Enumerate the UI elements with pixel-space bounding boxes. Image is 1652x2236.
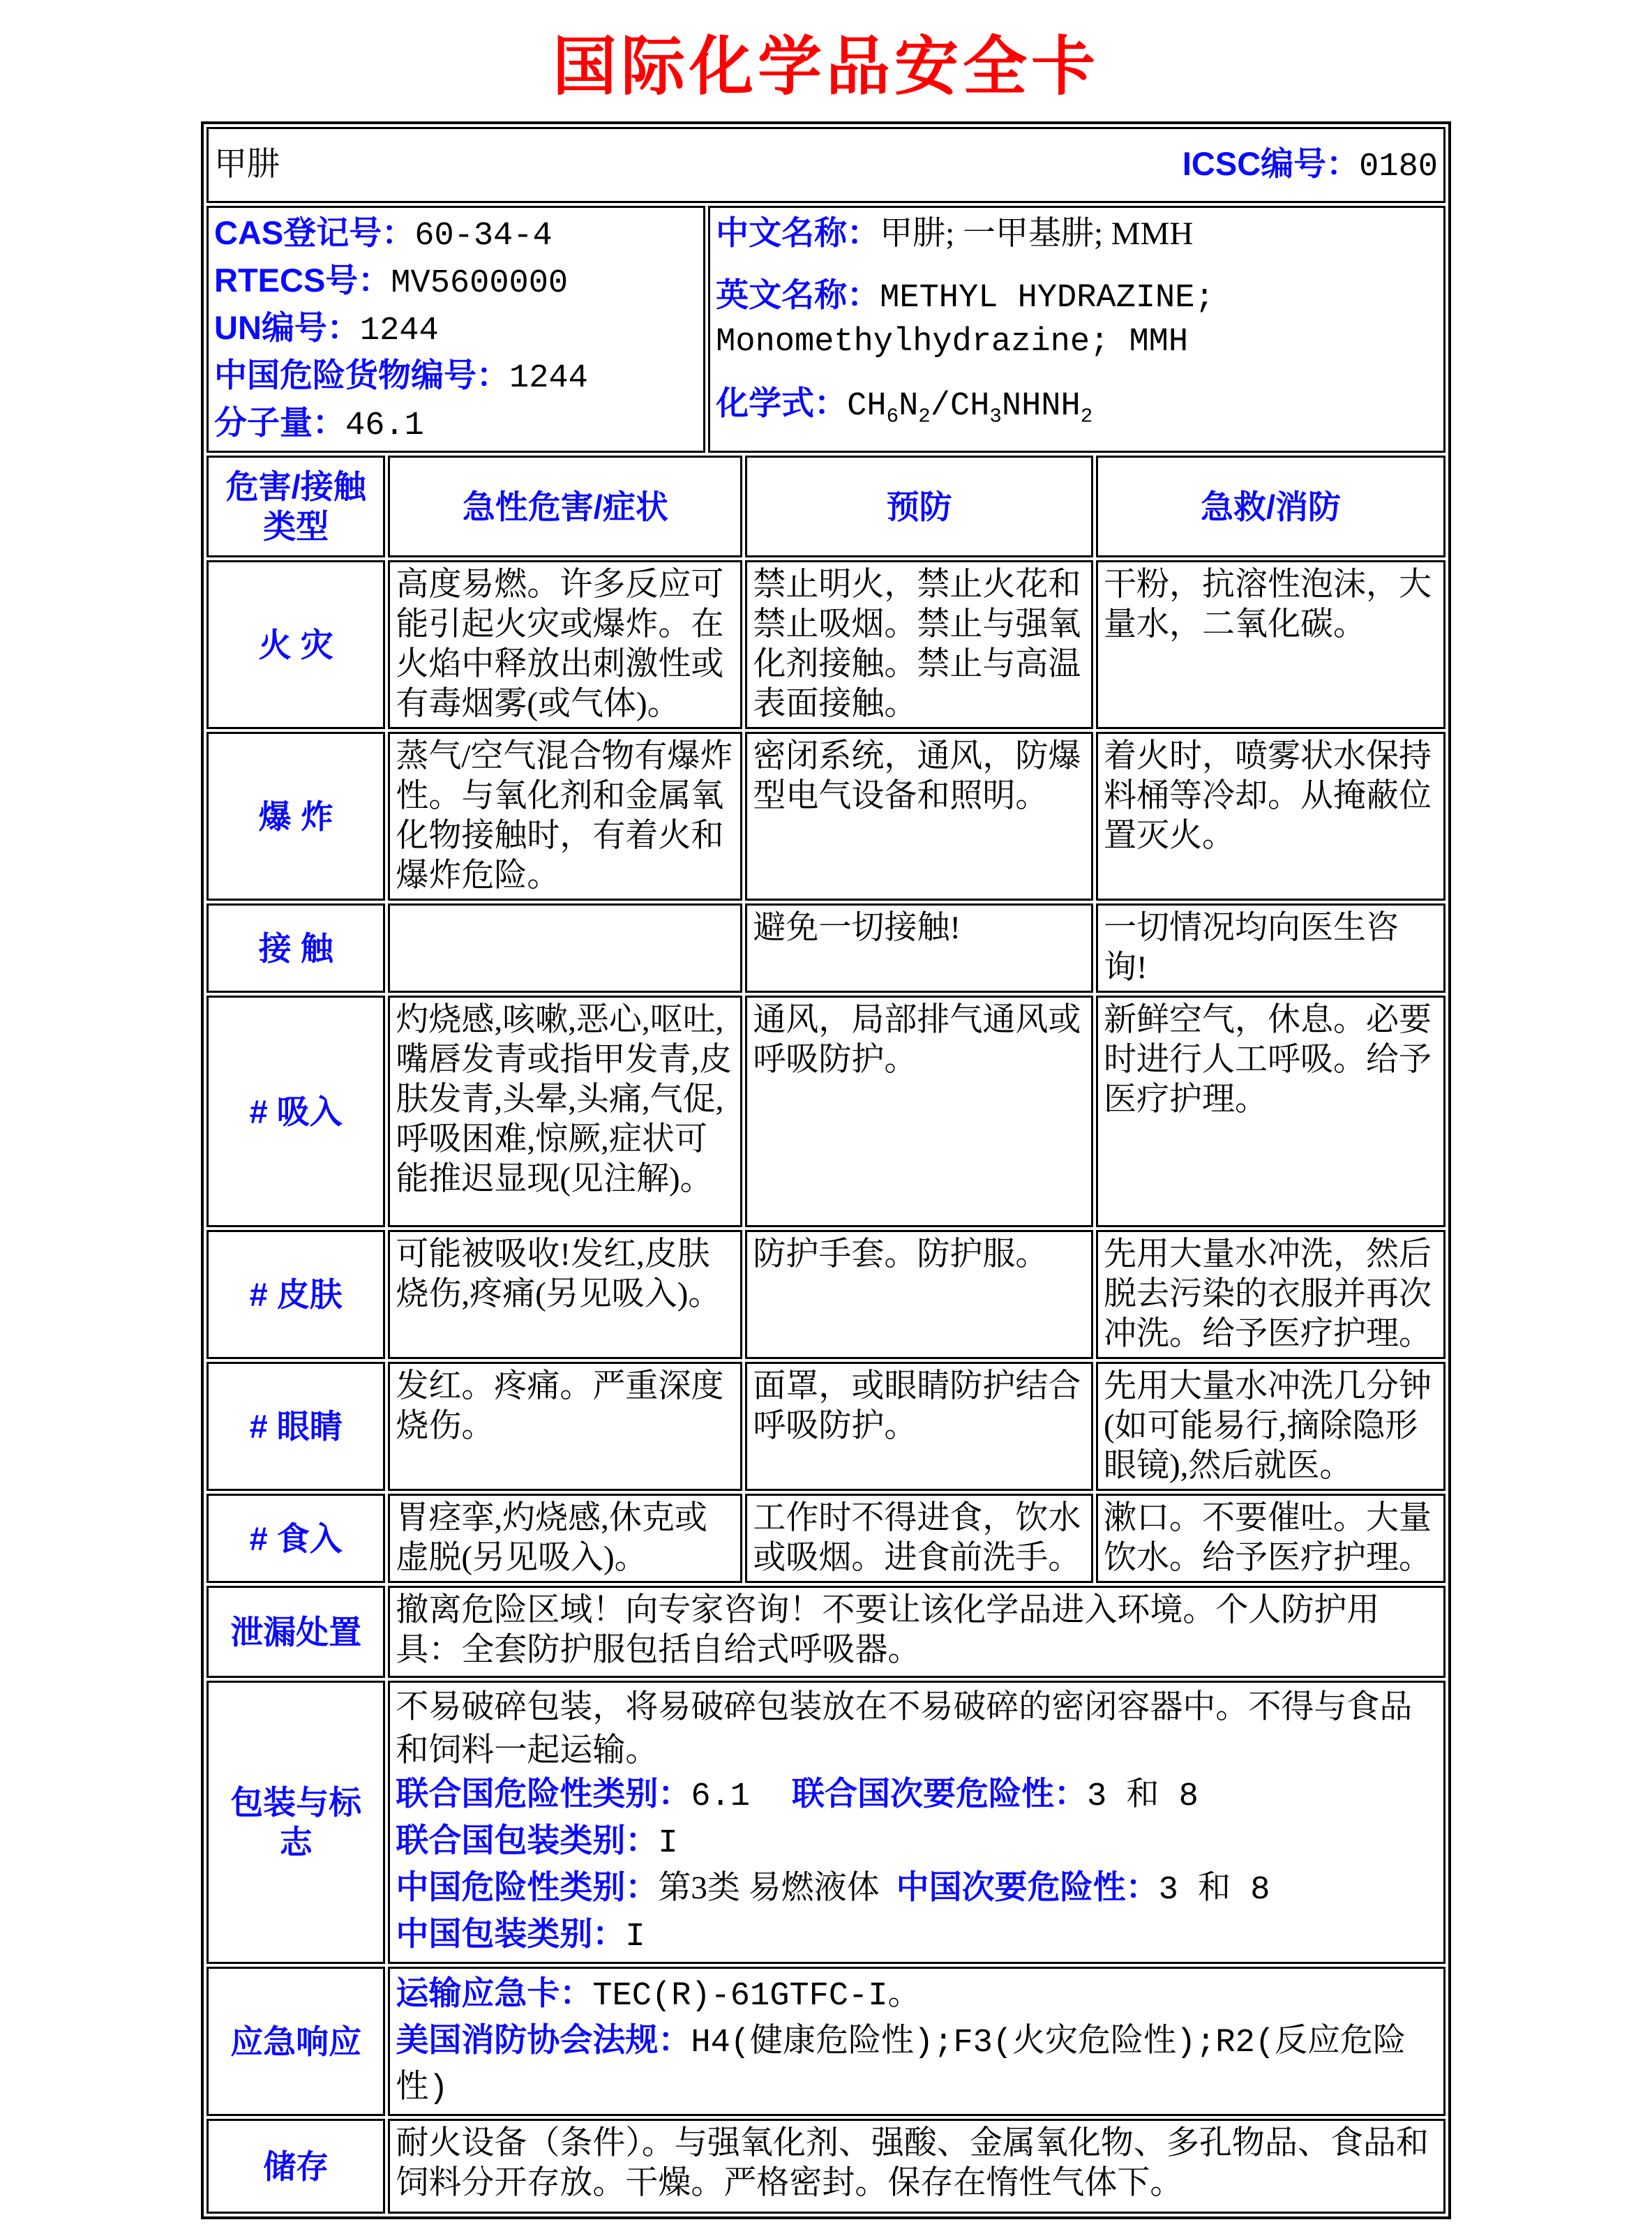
eyes-symptoms-cell: 发红。疼痛。严重深度烧伤。 bbox=[388, 1362, 742, 1491]
inhalation-symptoms-cell: 灼烧感,咳嗽,恶心,呕吐,嘴唇发青或指甲发青,皮肤发青,头晕,头痛,气促,呼吸困难,惊厥,症状可能推迟显现(见注解)。 bbox=[388, 996, 742, 1227]
contact-prevention-cell: 避免一切接触! bbox=[745, 903, 1093, 993]
un-subrisk-value: 3 和 8 bbox=[1087, 1778, 1199, 1815]
un-class-label: 联合国危险性类别： bbox=[396, 1775, 691, 1812]
cas-number-value: 60-34-4 bbox=[414, 218, 553, 255]
skin-row bbox=[206, 1230, 1446, 1359]
chemical-formula-label: 化学式： bbox=[716, 384, 848, 421]
chinese-name-value: 甲肼; 一甲基肼; MMH bbox=[880, 216, 1194, 252]
un-pack-label: 联合国包装类别： bbox=[396, 1822, 659, 1859]
cn-pack-label: 中国包装类别： bbox=[396, 1915, 626, 1952]
nfpa-label: 美国消防协会法规： bbox=[396, 2021, 691, 2058]
un-number bbox=[214, 306, 698, 353]
cn-subrisk-value: 3 和 8 bbox=[1158, 1872, 1270, 1909]
row-label-ingestion: # 食入 bbox=[206, 1494, 385, 1583]
emergency-tec-line bbox=[396, 1972, 1438, 2018]
skin-response-cell: 先用大量水冲洗，然后脱去污染的衣服并再次冲洗。给予医疗护理。 bbox=[1096, 1230, 1446, 1359]
skin-prevention-cell: 防护手套。防护服。 bbox=[745, 1230, 1093, 1359]
column-header-hazard-type: 危害/接触类型 bbox=[206, 456, 385, 557]
inhalation-prevention-cell: 通风，局部排气通风或呼吸防护。 bbox=[745, 996, 1093, 1227]
column-header-prevention: 预防 bbox=[745, 456, 1093, 557]
contact-symptoms-cell bbox=[388, 903, 742, 993]
identifiers-right-cell bbox=[708, 206, 1446, 453]
english-name-value-1: METHYL HYDRAZINE; bbox=[880, 280, 1215, 317]
row-label-eyes: # 眼睛 bbox=[206, 1362, 385, 1491]
tec-card-label: 运输应急卡： bbox=[396, 1974, 593, 2011]
packaging-cn-pack-line bbox=[396, 1912, 1438, 1959]
fire-prevention-cell: 禁止明火，禁止火花和禁止吸烟。禁止与强氧化剂接触。禁止与高温表面接触。 bbox=[745, 560, 1093, 729]
icsc-number-value: 0180 bbox=[1359, 148, 1438, 186]
inhalation-row bbox=[206, 996, 1446, 1227]
fire-symptoms-cell: 高度易燃。许多反应可能引起火灾或爆炸。在火焰中释放出刺激性或有毒烟雾(或气体)。 bbox=[388, 560, 742, 729]
packaging-intro: 不易破碎包装，将易破碎包装放在不易破碎的密闭容器中。不得与食品和饲料一起运输。 bbox=[396, 1689, 1413, 1769]
chinese-name bbox=[716, 211, 1438, 256]
un-number-label: UN编号： bbox=[214, 309, 360, 346]
nfpa-value: H4(健康危险性);F3(火灾危险性);R2(反应危险性) bbox=[396, 2025, 1406, 2108]
row-label-explosion: 爆 炸 bbox=[206, 732, 385, 901]
explosion-response-cell: 着火时，喷雾状水保持料桶等冷却。从掩蔽位置灭火。 bbox=[1096, 732, 1446, 901]
molecular-weight-label: 分子量： bbox=[214, 404, 345, 441]
explosion-row bbox=[206, 732, 1446, 901]
page-title: 国际化学品安全卡 bbox=[552, 31, 1099, 103]
eyes-response-cell: 先用大量水冲洗几分钟(如可能易行,摘除隐形眼镜),然后就医。 bbox=[1096, 1362, 1446, 1491]
molecular-weight bbox=[214, 400, 698, 448]
identifiers-left-cell bbox=[206, 206, 705, 453]
substance-name: 甲肼 bbox=[214, 147, 280, 183]
row-label-inhalation: # 吸入 bbox=[206, 996, 385, 1227]
molecular-weight-value: 46.1 bbox=[345, 407, 424, 444]
icsc-number-label: ICSC编号： bbox=[1182, 144, 1360, 182]
contact-response-cell: 一切情况均向医生咨询! bbox=[1096, 903, 1446, 993]
packaging-un-pack-line bbox=[396, 1819, 1438, 1866]
ingestion-response-cell: 漱口。不要催吐。大量饮水。给予医疗护理。 bbox=[1096, 1494, 1446, 1583]
chemical-formula bbox=[716, 381, 1438, 428]
explosion-prevention-cell: 密闭系统，通风，防爆型电气设备和照明。 bbox=[745, 732, 1093, 901]
row-label-skin: # 皮肤 bbox=[206, 1230, 385, 1359]
substance-cell bbox=[206, 127, 1446, 203]
fire-response-cell: 干粉，抗溶性泡沫，大量水，二氧化碳。 bbox=[1096, 560, 1446, 729]
eyes-row bbox=[206, 1362, 1446, 1491]
storage-text-cell: 耐火设备（条件）。与强氧化剂、强酸、金属氧化物、多孔物品、食品和饲料分开存放。干燥。严格密封。保存在惰性气体下。 bbox=[388, 2119, 1446, 2214]
icsc-number bbox=[1182, 144, 1438, 187]
contact-row bbox=[206, 903, 1446, 993]
english-name bbox=[716, 273, 1438, 320]
cn-pack-value: I bbox=[625, 1919, 645, 1956]
spillage-text-cell: 撤离危险区域！向专家咨询！不要让该化学品进入环境。个人防护用具：全套防护服包括自给式呼吸器。 bbox=[388, 1586, 1446, 1678]
row-label-emergency: 应急响应 bbox=[206, 1967, 385, 2116]
cn-class-label: 中国危险性类别： bbox=[396, 1868, 659, 1905]
chinese-name-label: 中文名称： bbox=[716, 214, 880, 251]
storage-row bbox=[206, 2119, 1446, 2214]
row-label-fire: 火 灾 bbox=[206, 560, 385, 729]
packaging-un-class-line bbox=[396, 1772, 1438, 1819]
packaging-text-cell bbox=[388, 1681, 1446, 1964]
column-header-symptoms: 急性危害/症状 bbox=[388, 456, 742, 557]
column-header-response: 急救/消防 bbox=[1096, 456, 1446, 557]
substance-row bbox=[206, 127, 1446, 203]
spillage-row bbox=[206, 1586, 1446, 1678]
row-label-contact: 接 触 bbox=[206, 903, 385, 993]
english-name-value-2: Monomethylhydrazine; MMH bbox=[716, 324, 1189, 361]
rtecs-number-label: RTECS号： bbox=[214, 262, 391, 299]
packaging-cn-class-line bbox=[396, 1866, 1438, 1912]
china-dg-number bbox=[214, 353, 698, 400]
ingestion-symptoms-cell: 胃痉挛,灼烧感,休克或虚脱(另见吸入)。 bbox=[388, 1494, 742, 1583]
packaging-row bbox=[206, 1681, 1446, 1964]
eyes-prevention-cell: 面罩，或眼睛防护结合呼吸防护。 bbox=[745, 1362, 1093, 1491]
identifiers-row bbox=[206, 206, 1446, 453]
un-pack-value: I bbox=[658, 1825, 678, 1862]
cn-subrisk-label: 中国次要危险性： bbox=[896, 1868, 1159, 1905]
rtecs-number-value: MV5600000 bbox=[391, 265, 569, 302]
emergency-nfpa-line bbox=[396, 2018, 1438, 2111]
rtecs-number bbox=[214, 258, 698, 306]
chemical-formula-value: $CH_6N_2/CH_3NHNH_2$ bbox=[847, 388, 1093, 428]
emergency-row bbox=[206, 1967, 1446, 2116]
tec-card-value: TEC(R)-61GTFC-I。 bbox=[592, 1978, 921, 2015]
cas-number-label: CAS登记号： bbox=[214, 214, 415, 251]
ingestion-prevention-cell: 工作时不得进食，饮水或吸烟。进食前洗手。 bbox=[745, 1494, 1093, 1583]
cas-number bbox=[214, 211, 698, 258]
un-number-value: 1244 bbox=[359, 313, 439, 350]
un-subrisk-label: 联合国次要危险性： bbox=[792, 1775, 1087, 1812]
english-name-label: 英文名称： bbox=[716, 276, 880, 313]
cn-class-value: 第3类 易燃液体 bbox=[658, 1870, 880, 1906]
safety-card-table bbox=[201, 121, 1451, 2219]
china-dg-number-value: 1244 bbox=[509, 360, 588, 397]
ingestion-row bbox=[206, 1494, 1446, 1583]
inhalation-response-cell: 新鲜空气，休息。必要时进行人工呼吸。给予医疗护理。 bbox=[1096, 996, 1446, 1227]
emergency-text-cell bbox=[388, 1967, 1446, 2116]
china-dg-number-label: 中国危险货物编号： bbox=[214, 357, 509, 393]
skin-symptoms-cell: 可能被吸收!发红,皮肤烧伤,疼痛(另见吸入)。 bbox=[388, 1230, 742, 1359]
fire-row bbox=[206, 560, 1446, 729]
row-label-packaging: 包装与标志 bbox=[206, 1681, 385, 1964]
row-label-spillage: 泄漏处置 bbox=[206, 1586, 385, 1678]
row-label-storage: 储存 bbox=[206, 2119, 385, 2214]
un-class-value: 6.1 bbox=[691, 1778, 750, 1815]
header-row bbox=[206, 456, 1446, 557]
explosion-symptoms-cell: 蒸气/空气混合物有爆炸性。与氧化剂和金属氧化物接触时，有着火和爆炸危险。 bbox=[388, 732, 742, 901]
